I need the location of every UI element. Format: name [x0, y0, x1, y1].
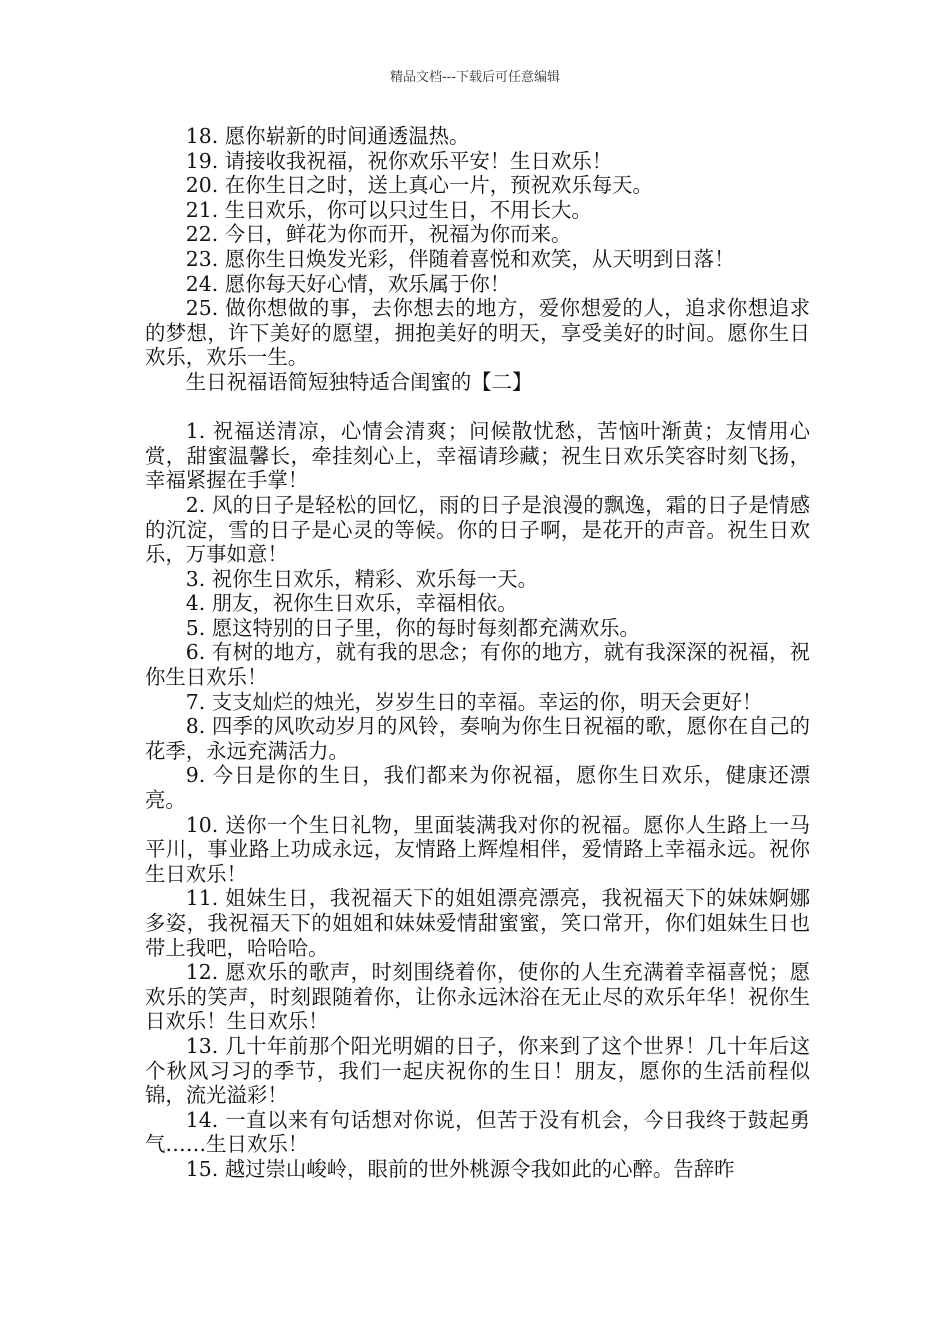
- wish-item-20: 20. 在你生日之时，送上真心一片，预祝欢乐每天。: [185, 173, 653, 198]
- wish-item-18: 18. 愿你崭新的时间通透温热。: [185, 124, 470, 148]
- wish-item-5: 5. 愿这特别的日子里，你的每时每刻都充满欢乐。: [185, 615, 640, 640]
- wish-item-15: 15. 越过崇山峻岭，眼前的世外桃源令我如此的心醉。告辞昨: [185, 1156, 735, 1181]
- wish-item-13: 13. 几十年前那个阳光明媚的日子，你来到了这个世界！几十年后这个秋风习习的季节，我们一起庆祝你的生日！朋友，愿你的生活前程似锦，流光溢彩！: [145, 1033, 810, 1108]
- wish-item-12: 12. 愿欢乐的歌声，时刻围绕着你，使你的人生充满着幸福喜悦；愿欢乐的笑声，时刻跟随着你，让你永远沐浴在无止尽的欢乐年华！祝你生日欢乐！生日欢乐！: [145, 960, 810, 1034]
- wish-item-1: 1. 祝福送清凉，心情会清爽；问候散忧愁，苦恼叶渐黄；友情用心赏，甜蜜温馨长，牵挂刻心上，幸福请珍藏；祝生日欢乐笑容时刻飞扬，幸福紧握在手掌！: [145, 419, 810, 493]
- section-title: 生日祝福语简短独特适合闺蜜的【二】: [185, 369, 533, 394]
- wish-item-8: 8. 四季的风吹动岁月的风铃，奏响为你生日祝福的歌，愿你在自己的花季，永远充满活力。: [145, 714, 810, 763]
- wish-item-25: 25. 做你想做的事，去你想去的地方，爱你想爱的人，追求你想追求的梦想，许下美好的愿望，拥抱美好的明天，享受美好的时间。愿你生日欢乐，欢乐一生。: [145, 296, 810, 370]
- wish-item-3: 3. 祝你生日欢乐，精彩、欢乐每一天。: [185, 566, 538, 591]
- wish-item-21: 21. 生日欢乐，你可以只过生日，不用长大。: [185, 197, 592, 222]
- wish-item-19: 19. 请接收我祝福，祝你欢乐平安！生日欢乐！: [185, 148, 613, 173]
- wish-item-24: 24. 愿你每天好心情，欢乐属于你！: [185, 271, 511, 296]
- wish-item-2: 2. 风的日子是轻松的回忆，雨的日子是浪漫的飘逸，霜的日子是情感的沉淀，雪的日子是心灵的等候。你的日子啊，是花开的声音。祝生日欢乐，万事如意！: [145, 492, 810, 567]
- wish-item-9: 9. 今日是你的生日，我们都来为你祝福，愿你生日欢乐，健康还漂亮。: [145, 763, 810, 813]
- section-spacer: [145, 395, 810, 420]
- wish-item-4: 4. 朋友，祝你生日欢乐，幸福相依。: [185, 591, 518, 616]
- wish-item-22: 22. 今日，鲜花为你而开，祝福为你而来。: [185, 222, 572, 247]
- wish-item-11: 11. 姐妹生日，我祝福天下的姐姐漂亮漂亮，我祝福天下的妹妹婀娜多姿，我祝福天下的姐姐和妹妹爱情甜蜜蜜，笑口常开，你们姐妹生日也带上我吧，哈哈哈。: [145, 886, 810, 960]
- document-body: [145, 124, 810, 1182]
- wish-item-7: 7. 支支灿烂的烛光，岁岁生日的幸福。幸运的你，明天会更好！: [185, 689, 763, 714]
- page-header: 精品文档---下载后可任意编辑: [389, 70, 561, 85]
- wish-item-10: 10. 送你一个生日礼物，里面装满我对你的祝福。愿你人生路上一马平川，事业路上功成永远，友情路上辉煌相伴，爱情路上幸福永远。祝你生日欢乐！: [145, 812, 810, 886]
- wish-item-14: 14. 一直以来有句话想对你说，但苦于没有机会，今日我终于鼓起勇气……生日欢乐！: [145, 1107, 810, 1157]
- wish-item-6: 6. 有树的地方，就有我的思念；有你的地方，就有我深深的祝福，祝你生日欢乐！: [145, 640, 810, 690]
- wish-item-23: 23. 愿你生日焕发光彩，伴随着喜悦和欢笑，从天明到日落！: [185, 246, 735, 271]
